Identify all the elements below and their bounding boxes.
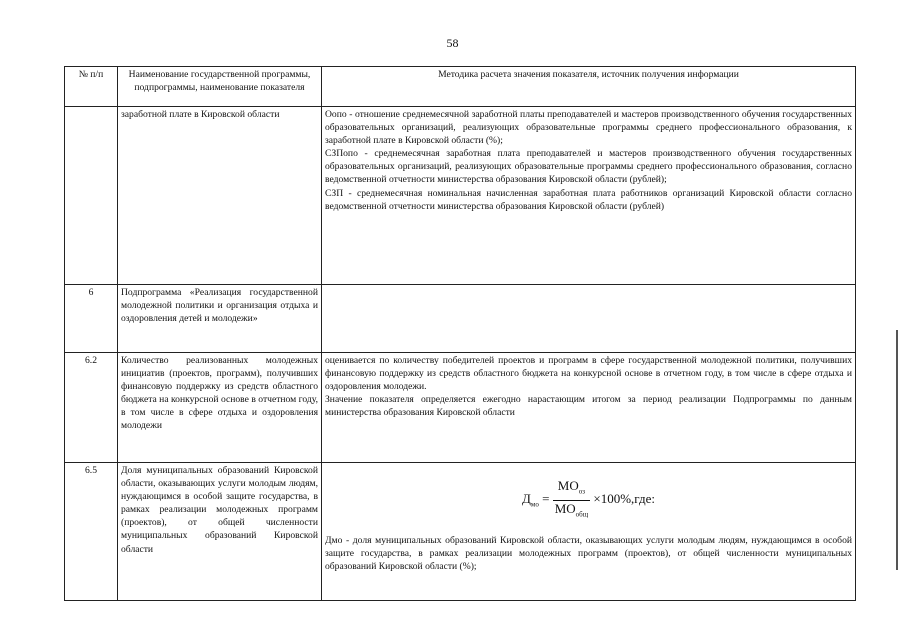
formula-lhs: Д [522,491,531,507]
header-method: Методика расчета значения показателя, источник получения информации [322,67,856,107]
row-method [322,463,856,601]
table-header-row [65,67,856,107]
header-name: Наименование государственной программы, подпрограммы, наименование показателя [118,67,322,107]
formula-denominator: МО [554,500,576,516]
row-name: Количество реализованных молодежных инициатив (проектов, программ), получивших финансовую поддержку из средств областного бюджета на конкурсной основе в отчетном году, в том числе в сфере отдыха и оздоровления молодежи [118,353,322,463]
formula-fraction [553,478,590,522]
row-num: 6.2 [65,353,118,463]
row-method [322,107,856,285]
formula-tail: ×100%,где: [593,491,655,507]
method-paragraph: Значение показателя определяется ежегодно нарастающим итогом за период реализации Подпрограммы по данным министерства образования Кировской области [325,394,852,419]
method-paragraph: оценивается по количеству победителей проектов и программ в сфере государственной молодежной политики, получивших финансовую поддержку из средств областного бюджета на конкурсной основе в отчетном году, в том числе в сфере отдыха и оздоровления молодежи. [325,355,852,393]
method-paragraph: Дмо - доля муниципальных образований Кировской области, оказывающих услуги молодым людям, нуждающимся в особой защите государства, в рамках реализации молодежных программ (проектов), от общей численности муниципальных образований Кировской области (%); [325,535,852,573]
table-row [65,285,856,353]
row-name: Доля муниципальных образований Кировской области, оказывающих услуги молодым людям, нуждающимся в особой защите государства, в рамках реализации молодежных программ (проектов), от общей численности муниципальных образований Кировской области [118,463,322,601]
indicator-table [64,66,856,601]
page-number: 58 [446,36,459,50]
table-row [65,107,856,285]
method-paragraph: СЗПопо - среднемесячная заработная плата преподавателей и мастеров производственного обучения государственных образовательных организаций, реализующих образовательные программы среднего профессионального образования, согласно ведомственной отчетности министерства образования Кировской области (рублей); [325,148,852,186]
method-paragraph: Оопо - отношение среднемесячной заработной платы преподавателей и мастеров производственного обучения государственных образовательных организаций, реализующих образовательные программы среднего профессионального образования, к заработной плате в Кировской области (%); [325,109,852,147]
row-method [322,353,856,463]
row-name: Подпрограмма «Реализация государственной молодежной политики и организация отдыха и оздоровления детей и молодежи» [118,285,322,353]
formula: $Д_{мо}$ = $\frac{МО_{оз}}{МО_{общ}}$ ×100%,где: [325,464,852,534]
row-num [65,107,118,285]
method-paragraph: СЗП - среднемесячная номинальная начисленная заработная плата работников организаций Кировской области согласно ведомственной отчетности министерства образования Кировской области (рублей) [325,187,852,212]
formula-numerator-sub: оз [578,487,586,496]
table-row [65,463,856,601]
table-row [65,353,856,463]
formula-numerator: МО [557,478,579,493]
row-method [322,285,856,353]
header-num: № п/п [65,67,118,107]
formula-denominator-sub: общ [575,510,589,519]
row-num: 6.5 [65,463,118,601]
formula-lhs-sub: мо [530,500,539,509]
margin-line [896,330,898,570]
row-name: заработной плате в Кировской области [118,107,322,285]
row-num: 6 [65,285,118,353]
